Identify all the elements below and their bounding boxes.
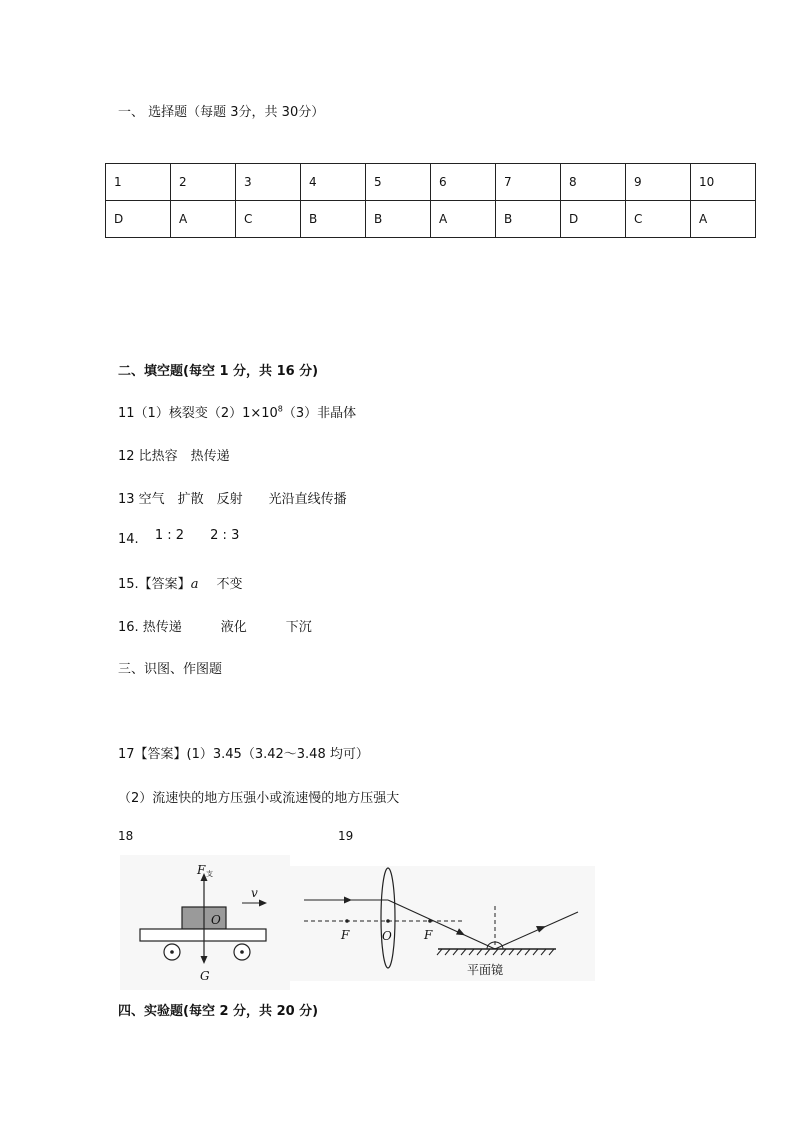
table-cell: B [301, 201, 366, 238]
q14-ratio-a: 1 : 2 [154, 528, 185, 543]
section2-title: 二、填空题(每空 1 分，共 16 分) [118, 364, 319, 379]
table-row-numbers [106, 164, 756, 201]
focal-left-label: F [341, 928, 350, 942]
table-cell: 3 [236, 164, 301, 201]
table-cell: D [561, 201, 626, 238]
section4-title: 四、实验题(每空 2 分，共 20 分) [118, 1004, 319, 1019]
mirror-label: 平面镜 [467, 963, 504, 977]
table-cell: 7 [496, 164, 561, 201]
table-cell: 2 [171, 164, 236, 201]
table-cell: A [431, 201, 496, 238]
cart-platform [140, 929, 266, 941]
q15-variable: a [190, 577, 199, 592]
table-cell: 1 [106, 164, 171, 201]
gravity-label: G [200, 969, 210, 983]
q11-suffix: （3）非晶体 [282, 406, 357, 421]
table-row-answers [106, 201, 756, 238]
q15-answer [118, 573, 242, 592]
table-cell: A [171, 201, 236, 238]
q11-answer [118, 402, 356, 421]
figure-background [290, 866, 595, 981]
table-cell: 5 [366, 164, 431, 201]
optical-center-point [386, 919, 390, 923]
table-cell: 6 [431, 164, 496, 201]
table-cell: A [691, 201, 756, 238]
support-force-label: F [197, 863, 206, 877]
q18-label: 18 [118, 829, 134, 843]
wheel-axle [170, 950, 174, 954]
q14-ratio-b: 2 : 3 [210, 528, 240, 543]
q11-exponent: 8 [277, 404, 283, 414]
figure-19-optics-diagram [290, 866, 595, 981]
table-cell: B [366, 201, 431, 238]
q19-label: 19 [338, 829, 354, 843]
q17-part2: （2）流速快的地方压强小或流速慢的地方压强大 [118, 791, 400, 806]
table-cell: 4 [301, 164, 366, 201]
section3-title: 三、识图、作图题 [118, 662, 223, 677]
q16-answer: 16. 热传递 液化 下沉 [118, 620, 312, 635]
q13-answer: 13 空气 扩散 反射 光沿直线传播 [118, 492, 347, 507]
q14-number: 14. [118, 532, 139, 547]
section1-title: 一、 选择题（每题 3分，共 30分） [118, 105, 325, 120]
table-cell: 8 [561, 164, 626, 201]
table-cell: B [496, 201, 561, 238]
table-cell: 10 [691, 164, 756, 201]
table-cell: C [626, 201, 691, 238]
center-label: O [211, 913, 221, 927]
center-label: O [382, 929, 392, 943]
focal-right-label: F [424, 928, 433, 942]
table-cell: C [236, 201, 301, 238]
q11-prefix: 11（1）核裂变（2）1×10 [118, 406, 278, 421]
figure-18-force-diagram [120, 855, 290, 990]
q12-answer: 12 比热容 热传递 [118, 449, 230, 464]
table-cell: D [106, 201, 171, 238]
answer-table [105, 163, 756, 238]
velocity-label: v [251, 886, 258, 900]
q14-answer [118, 528, 240, 547]
table-cell: 9 [626, 164, 691, 201]
q17-part1: 17【答案】(1）3.45（3.42～3.48 均可） [118, 747, 369, 762]
q15-rest: 不变 [216, 577, 243, 592]
focal-point-left [345, 919, 349, 923]
support-force-subscript: 支 [206, 870, 213, 878]
q15-prefix: 15.【答案】 [118, 577, 191, 592]
wheel-axle [240, 950, 244, 954]
